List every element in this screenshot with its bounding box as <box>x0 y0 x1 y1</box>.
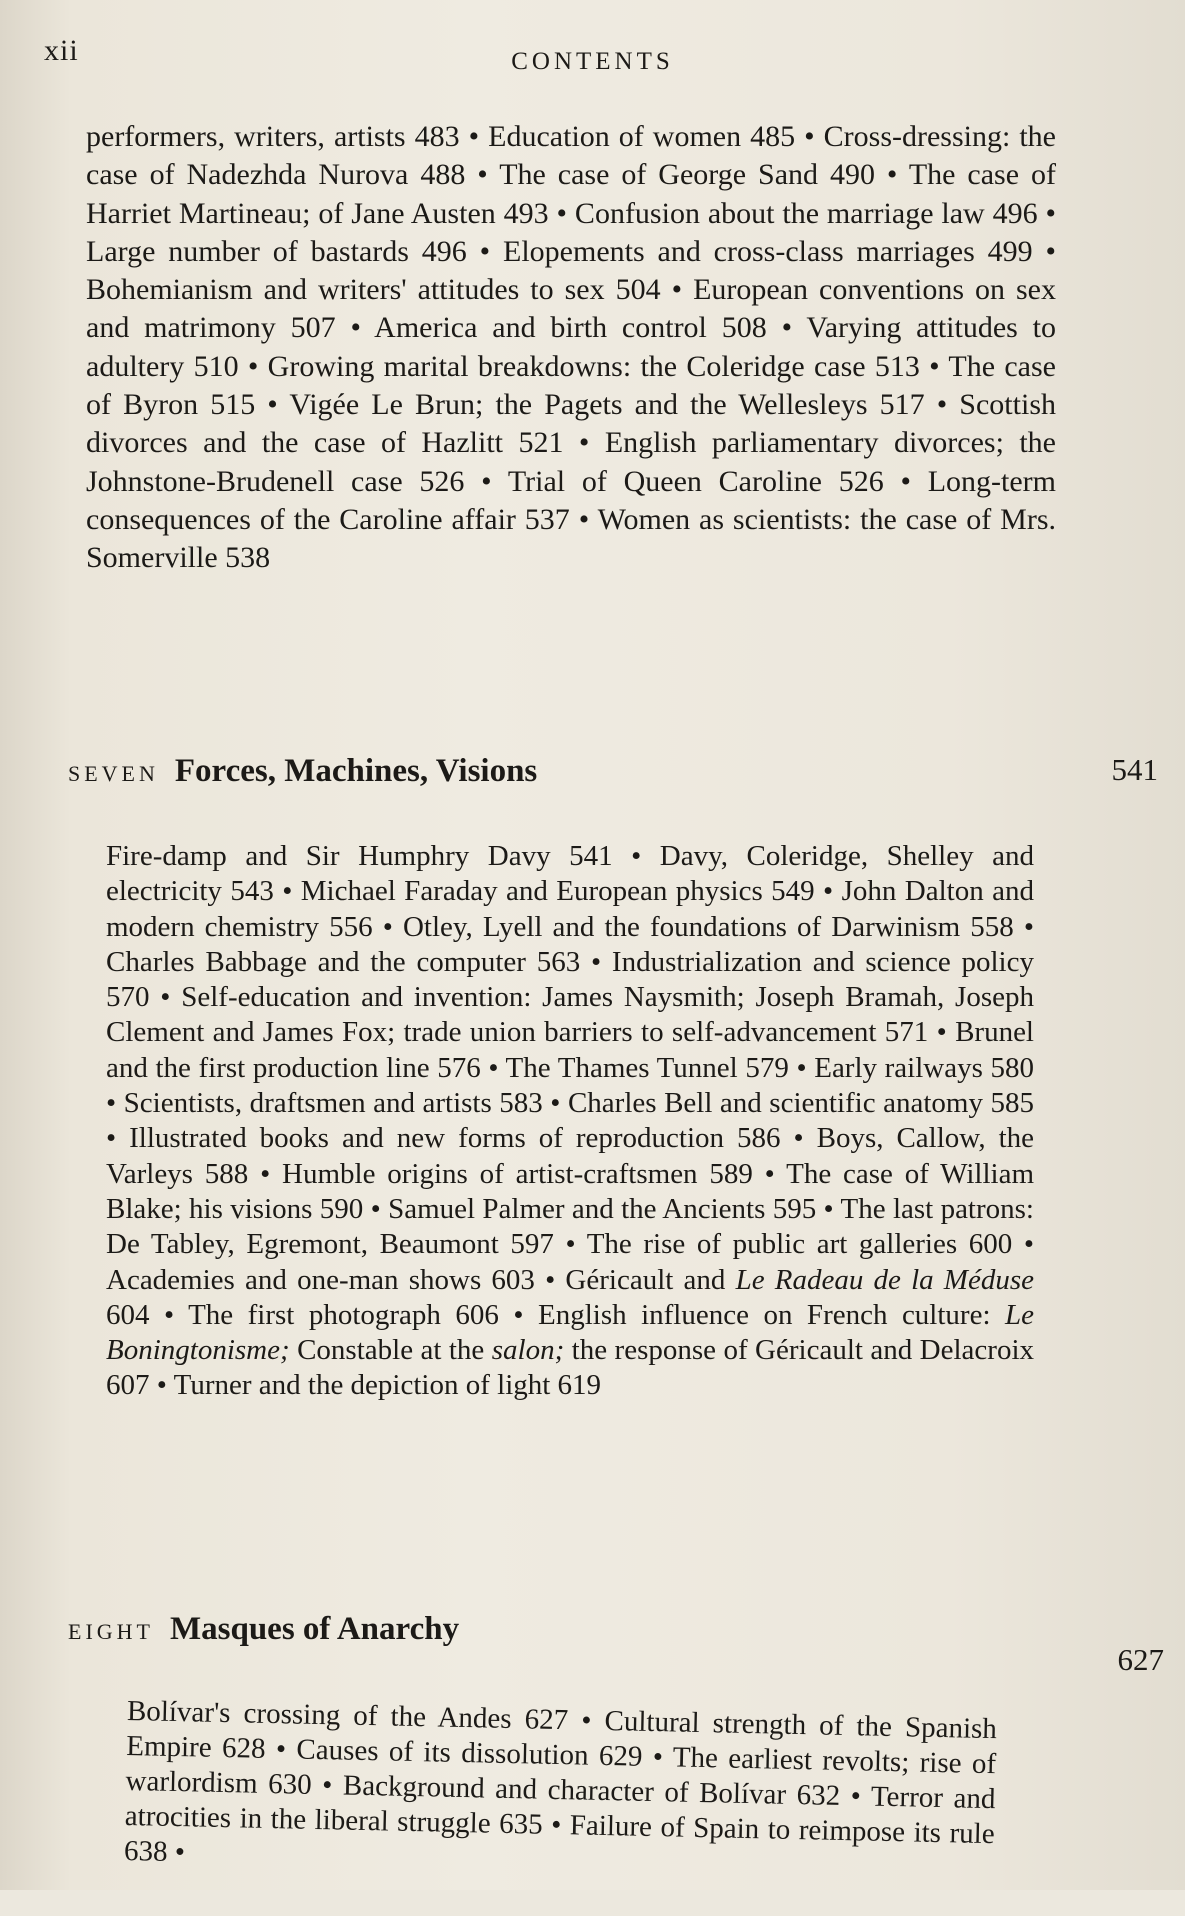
chapter-page: 627 <box>1117 1642 1164 1677</box>
chapter-eight-heading <box>68 1610 1164 1677</box>
chapter-six-entries <box>86 118 1056 578</box>
text-segment: Constable at the <box>289 1334 492 1367</box>
chapter-eight-entries <box>123 1665 998 1916</box>
chapter-title: Masques of Anarchy <box>169 1611 460 1647</box>
running-head: CONTENTS <box>511 48 674 75</box>
chapter-seven-heading <box>68 752 1158 790</box>
text-segment: 604 • The first photograph 606 • English influence on French culture: <box>106 1298 1005 1331</box>
chapter-page: 541 <box>1111 752 1158 787</box>
chapter-eight-text: Bolívar's crossing of the Andes 627 • Cultural strength of the Spanish Empire 628 • Causes of its dissolution 629 • The earliest revolts; rise of warlordism 630 • Background and character of Bolívar 632 • Terror and atrocities in the liberal struggle 635 • Failure of Spain to reimpose its rule 638 • <box>123 1694 998 1869</box>
chapter-seven-entries <box>106 810 1034 1433</box>
text-segment: the response of Géricault and Delacroix 607 • Turner and the depiction of light 619 <box>106 1334 1035 1402</box>
text-segment: Fire-damp and Sir Humphry Davy 541 • Davy, Coleridge, Shelley and electricity 543 • Michael Faraday and European physics 549 • John Dalton and modern chemistry 556 • Otley, Lyell and the foundations of Darwinism 558 • Charles Babbage and the computer 563 • Industrialization and science policy 570 • Self-education and invention: James Naysmith; Joseph Bramah, Joseph Clement and James Fox; trade union barriers to self-advancement 571 • Brunel and the first production line 576 • The Thames Tunnel 579 • Early railways 580 • Scientists, draftsmen and artists 583 • Charles Bell and scientific anatomy 585 • Illustrated books and new forms of reproduction 586 • Boys, Callow, the Varleys 588 • Humble origins of artist-craftsmen 589 • The case of William Blake; his visions 590 • Samuel Palmer and the Ancients 595 • The last patrons: De Tabley, Egremont, Beaumont 597 • The rise of public art galleries 600 • Academies and one-man shows 603 • Géricault and <box>106 840 1034 1296</box>
italic-title: salon; <box>491 1334 565 1367</box>
italic-title: Le Radeau de la Méduse <box>735 1263 1034 1296</box>
page-number: xii <box>44 34 79 67</box>
italic-title: Le Boningtonisme; <box>106 1298 1034 1367</box>
chapter-six-text: performers, writers, artists 483 • Education of women 485 • Cross-dressing: the case of Nadezhda Nurova 488 • The case of George Sand 490 • The case of Harriet Martineau; of Jane Austen 493 • Confusion about the marriage law 496 • Large number of bastards 496 • Elopements and cross-class marriages 499 • Bohemianism and writers' attitudes to sex 504 • European conventions on sex and matrimony 507 • America and birth control 508 • Varying attitudes to adultery 510 • Growing marital breakdowns: the Coleridge case 513 • The case of Byron 515 • Vigée Le Brun; the Pagets and the Wellesleys 517 • Scottish divorces and the case of Hazlitt 521 • English parliamentary divorces; the Johnstone-Brudenell case 526 • Trial of Queen Caroline 526 • Long-term consequences of the Caroline affair 537 • Women as scientists: the case of Mrs. Somerville 538 <box>86 120 1056 575</box>
chapter-number: EIGHT <box>68 1619 154 1644</box>
chapter-number: SEVEN <box>68 761 159 786</box>
chapter-title: Forces, Machines, Visions <box>174 753 538 789</box>
chapter-seven-text <box>106 839 1034 1404</box>
